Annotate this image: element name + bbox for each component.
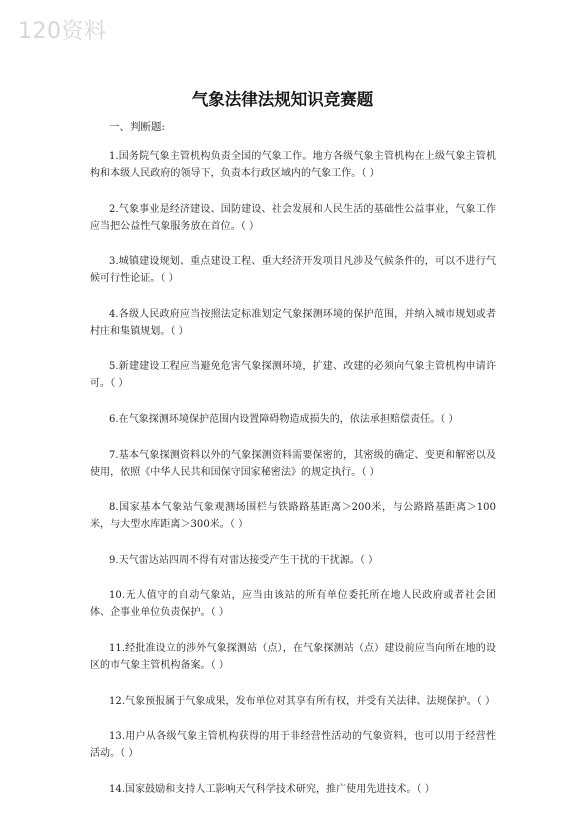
question-item: 9.天气雷达站四周不得有对雷达接受产生干扰的干扰源。（ ） [109, 554, 379, 566]
question-item: 10.无人值守的自动气象站，应当由该站的所有单位委托所在地人民政府或者社会团体、企事业单位负责保护。（ ） [90, 590, 496, 619]
question-item: 1.国务院气象主管机构负责全国的气象工作。地方各级气象主管机构在上级气象主管机构和本级人民政府的领导下，负责本行政区域内的气象工作。（ ） [90, 151, 496, 179]
question-item: 4.各级人民政府应当按照法定标准划定气象探测环境的保护范围，并纳入城市规划或者村庄和集镇规划。（ ） [90, 308, 496, 337]
question-item: 6.在气象探测环境保护范围内设置障碍物造成损失的，依法承担赔偿责任。（ ） [109, 413, 459, 425]
question-item: 7.基本气象探测资料以外的气象探测资料需要保密的，其密级的确定、变更和解密以及使用，依照《中华人民共和国保守国家秘密法》的规定执行。（ ） [90, 449, 496, 478]
question-list [90, 148, 496, 816]
document-title: 气象法律法规知识竞赛题 [191, 90, 374, 109]
question-item: 11.经批准设立的涉外气象探测站（点），在气象探测站（点）建设前应当向所在地的设区的市气象主管机构备案。（ ） [90, 642, 496, 671]
question-item: 14.国家鼓励和支持人工影响天气科学技术研究，推广使用先进技术。（ ） [109, 783, 435, 795]
question-item: 2.气象事业是经济建设、国防建设、社会发展和人民生活的基础性公益事业，气象工作应当把公益性气象服务放在首位。（ ） [90, 203, 496, 232]
watermark-logo: 120资料 [18, 19, 107, 44]
question-item: 5.新建建设工程应当避免危害气象探测环境，扩建、改建的必须向气象主管机构申请许可。（ ） [90, 361, 496, 390]
question-item: 13.用户从各级气象主管机构获得的用于非经营性活动的气象资料，也可以用于经营性活动。（ ） [90, 731, 496, 760]
question-item: 8.国家基本气象站气象观测场围栏与铁路路基距离＞200米，与公路路基距离＞100米，与大型水库距离＞300米。（ ） [90, 502, 496, 531]
question-item: 3.城镇建设规划、重点建设工程、重大经济开发项目凡涉及气候条件的，可以不进行气候可行性论证。（ ） [90, 256, 496, 285]
question-item: 12.气象预报属于气象成果，发布单位对其享有所有权，并受有关法律、法规保护。（ ） [109, 695, 496, 707]
section-heading: 一、判断题: [109, 121, 166, 133]
